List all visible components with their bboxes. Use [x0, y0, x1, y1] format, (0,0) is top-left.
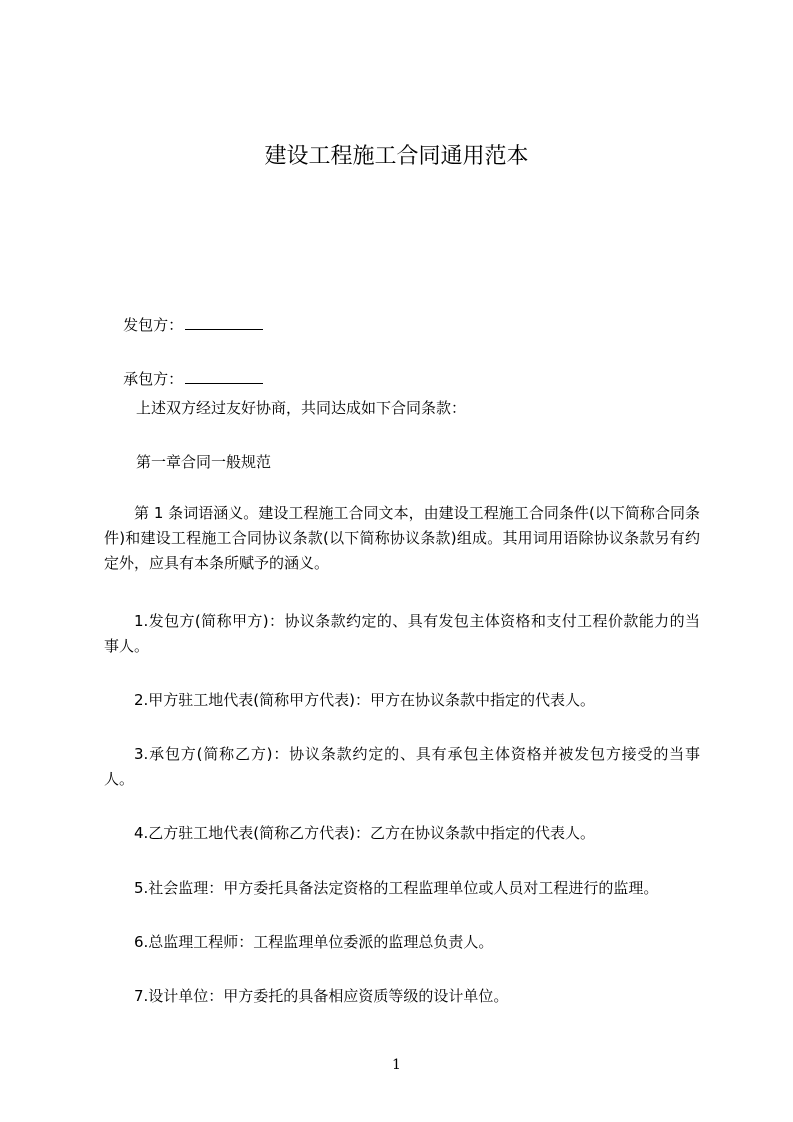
definition-1: 1.发包方(简称甲方)：协议条款约定的、具有发包主体资格和支付工程价款能力的当事人。 [104, 612, 700, 655]
definition-3: 3.承包方(简称乙方)：协议条款约定的、具有承包主体资格并被发包方接受的当事人。 [104, 745, 700, 788]
intro-paragraph: 上述双方经过友好协商，共同达成如下合同条款： [136, 399, 467, 417]
party-a-blank [185, 315, 263, 330]
definition-5: 5.社会监理：甲方委托具备法定资格的工程监理单位或人员对工程进行的监理。 [134, 879, 659, 897]
document-title: 建设工程施工合同通用范本 [264, 144, 529, 169]
definition-7: 7.设计单位：甲方委托的具备相应资质等级的设计单位。 [134, 987, 509, 1005]
article-1-paragraph: 第 1 条词语涵义。建设工程施工合同文本，由建设工程施工合同条件(以下简称合同条件)和建设工程施工合同协议条款(以下简称协议条款)组成。其用词用语除协议条款另有约定外，应具有本条所赋予的涵义。 [104, 504, 700, 572]
definition-2: 2.甲方驻工地代表(简称甲方代表)：甲方在协议条款中指定的代表人。 [134, 691, 596, 709]
party-b-label: 承包方： [123, 370, 184, 388]
party-b-blank [185, 369, 263, 384]
chapter-title: 第一章合同一般规范 [136, 453, 272, 471]
party-a-label: 发包方： [123, 316, 184, 334]
definition-4: 4.乙方驻工地代表(简称乙方代表)：乙方在协议条款中指定的代表人。 [134, 824, 596, 842]
page-number: 1 [392, 1057, 401, 1073]
definition-6: 6.总监理工程师：工程监理单位委派的监理总负责人。 [134, 933, 494, 951]
